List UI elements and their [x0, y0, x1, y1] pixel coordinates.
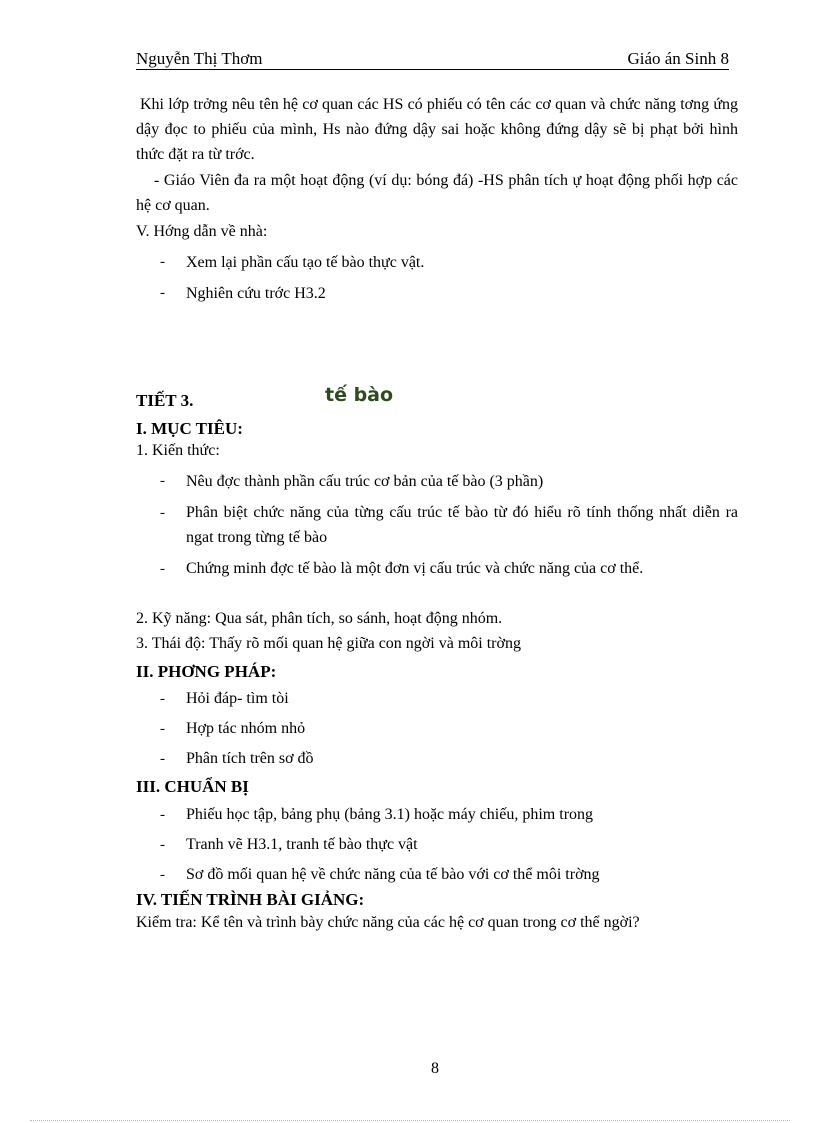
page-header: [136, 49, 729, 70]
prep-item-3: Sơ đồ mối quan hệ về chức năng của tế bào với cơ thể môi trờng: [186, 866, 600, 883]
bullet-marker: -: [160, 254, 165, 270]
knowledge-item-3: Chứng minh đợc tế bào là một đơn vị cấu trúc và chức năng của cơ thể.: [186, 560, 644, 577]
bullet-marker: -: [160, 505, 165, 521]
intro-paragraph-1: Khi lớp trởng nêu tên hệ cơ quan các HS có phiếu có tên các cơ quan và chức năng tơng ứng dậy đọc to phiếu của mình, Hs nào đứng dậy sai hoặc không đứng dậy sẽ bị phạt bởi hình thức đặt ra từ trớc.: [136, 96, 738, 163]
homework-item-2: Nghiên cứu trớc H3.2: [186, 285, 326, 302]
homework-item-1: Xem lại phần cấu tạo tế bào thực vật.: [186, 254, 425, 271]
author-name: Nguyễn Thị Thơm: [136, 49, 263, 68]
method-item-1: Hỏi đáp- tìm tòi: [186, 690, 289, 707]
bullet-marker: -: [160, 751, 165, 767]
objectives-heading: I. MỤC TIÊU:: [136, 419, 243, 438]
method-item-2: Hợp tác nhóm nhỏ: [186, 720, 306, 737]
bullet-marker: -: [160, 867, 165, 883]
lesson-label: TIẾT 3.: [136, 391, 194, 410]
lesson-title: tế bào: [325, 384, 394, 406]
bullet-marker: -: [160, 561, 165, 577]
bullet-marker: -: [160, 721, 165, 737]
attitude-line: 3. Thái độ: Thấy rõ mối quan hệ giữa con ngời và môi trờng: [136, 635, 521, 652]
intro-paragraph-2: - Giáo Viên đa ra một hoạt động (ví dụ: bóng đá) -HS phân tích ự hoạt động phối hợp các hệ cơ quan.: [136, 172, 738, 214]
document-title: Giáo án Sinh 8: [627, 49, 729, 68]
page-bottom-divider: [30, 1120, 790, 1122]
skills-line: 2. Kỹ năng: Qua sát, phân tích, so sánh, hoạt động nhóm.: [136, 610, 503, 627]
section-5-heading: V. Hớng dẫn về nhà:: [136, 223, 268, 240]
knowledge-item-2: Phân biệt chức năng của từng cấu trúc tế bào từ đó hiểu rõ tính thống nhất diễn ra ngat trong từng tế bào: [186, 504, 738, 546]
method-item-3: Phân tích trên sơ đồ: [186, 750, 314, 767]
bullet-marker: -: [160, 473, 165, 489]
page-number: 8: [431, 1060, 439, 1077]
bullet-marker: -: [160, 807, 165, 823]
prep-item-2: Tranh vẽ H3.1, tranh tế bào thực vật: [186, 836, 418, 853]
knowledge-item-1: Nêu đợc thành phần cấu trúc cơ bản của tế bào (3 phần): [186, 473, 544, 490]
bullet-marker: -: [160, 691, 165, 707]
prep-heading: III. CHUẨN BỊ: [136, 777, 249, 796]
bullet-marker: -: [160, 837, 165, 853]
bullet-marker: -: [160, 285, 165, 301]
process-heading: IV. TIẾN TRÌNH BÀI GIẢNG:: [136, 890, 365, 909]
process-check: Kiểm tra: Kể tên và trình bày chức năng của các hệ cơ quan trong cơ thể ngời?: [136, 914, 640, 931]
methods-heading: II. PHƠNG PHÁP:: [136, 662, 277, 681]
knowledge-label: 1. Kiến thức:: [136, 442, 220, 459]
prep-item-1: Phiếu học tập, bảng phụ (bảng 3.1) hoặc máy chiếu, phim trong: [186, 806, 594, 823]
